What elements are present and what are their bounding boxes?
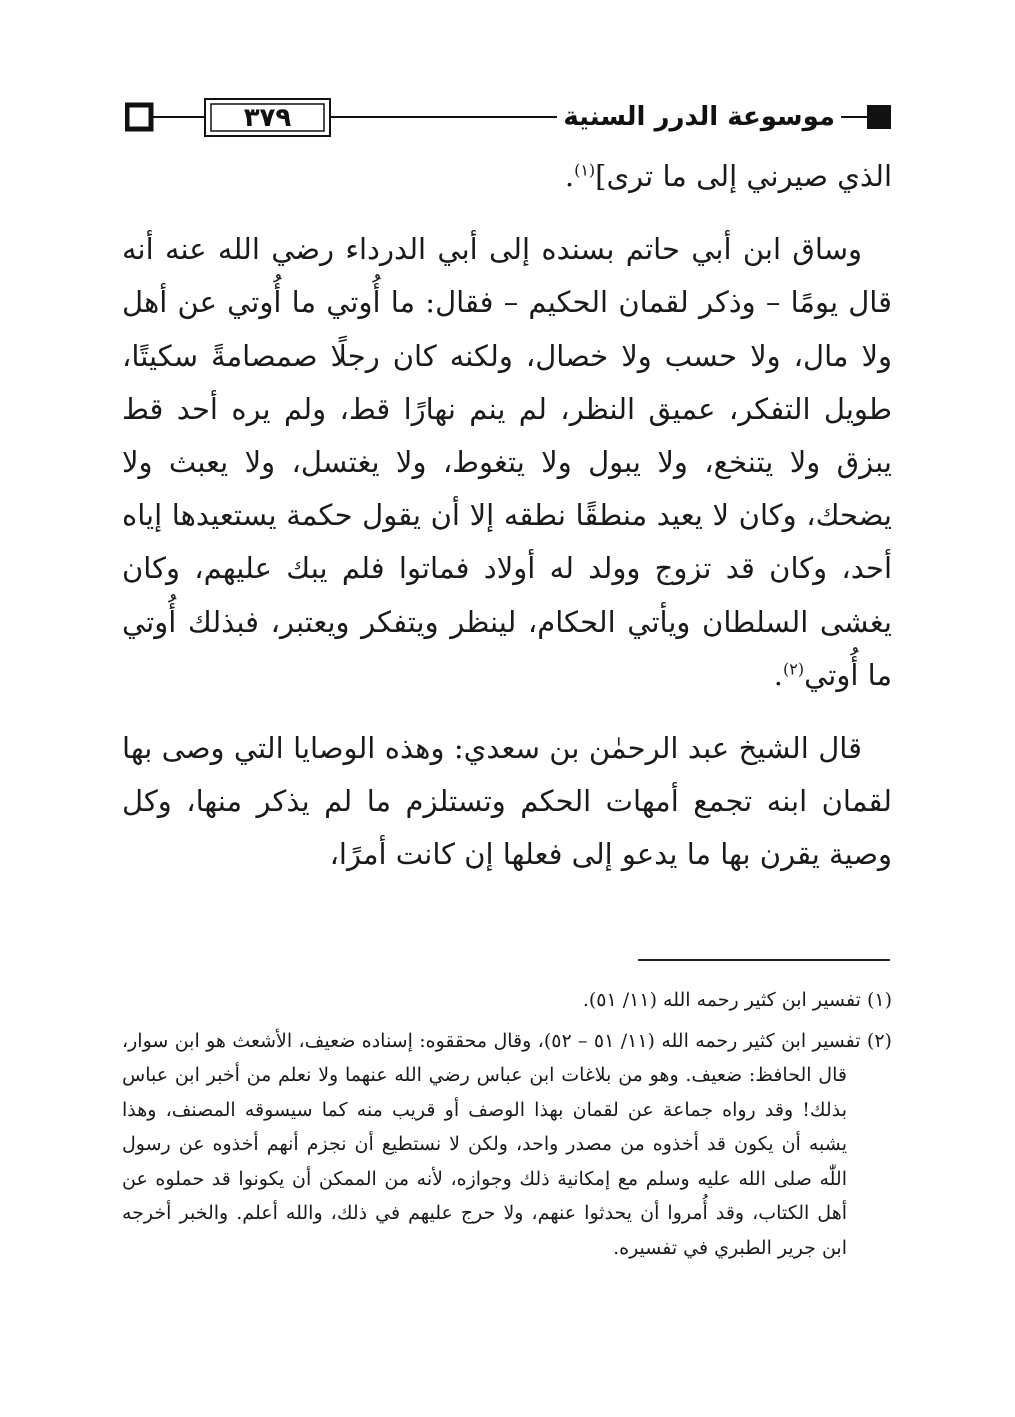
footnote-ref: (٢) [783,659,805,679]
footnote-ref: (١) [574,160,596,180]
footnote-separator [638,959,890,961]
footnote: (١) تفسير ابن كثير رحمه الله (١١/ ٥١). [582,989,892,1011]
paragraph: وساق ابن أبي حاتم بسنده إلى أبي الدرداء رضي الله عنه أنه قال يومًا – وذكر لقمان الحكيم – فقال: ما أُوتي ما أُوتي عن أهل ولا مال، ولا حسب ولا خصال، ولكنه كان رجلًا صمصامةً سكيتًا، طويل التفكر، عميق النظر، لم ينم نهارًا قط، ولم يره أحد قط يبزق ولا يتنخع، ولا يبول ولا يتغوط، ولا يغتسل، ولا يعبث ولا يضحك، وكان لا يعيد منطقًا نطقه إلا أن يقول حكمة يستعيدها إياه أحد، وكان قد تزوج وولد له أولاد فماتوا فلم يبك عليهم، وكان يغشى السلطان ويأتي الحكام، لينظر ويتفكر ويعتبر، فبذلك أُوتي ما أُوتي$^{(٢)}$. [122,232,892,692]
footnote: (٢) تفسير ابن كثير رحمه الله (١١/ ٥١ – ٥٢)، وقال محققوه: إسناده ضعيف، الأشعث هو ابن سوار، قال الحافظ: ضعيف. وهو من بلاغات ابن عباس رضي الله عنهما ولا نعلم من أخبر ابن عباس بذلك! وقد رواه جماعة عن لقمان بهذا الوصف أو قريب منه كما سيسوقه المصنف، وهذا يشبه أن يكون قد أخذوه من مصدر واحد، ولكن لا نستطيع أن نجزم أنهم أخذوه عن رسول اللّٰه صلى الله عليه وسلم مع إمكانية ذلك وجوازه، لأنه من الممكن أن يكونوا قد حملوه عن أهل الكتاب، وقد أُمروا أن يحدثوا عنهم، ولا حرج عليهم في ذلك، والله أعلم. والخبر أخرجه ابن جرير الطبري في تفسيره. [122,1029,892,1259]
page-number: ٣٧٩ [243,103,292,133]
main-text [122,150,892,882]
book-title: موسوعة الدرر السنية [557,94,841,140]
page-header [125,88,893,148]
footnotes [122,983,892,1265]
paragraph: قال الشيخ عبد الرحمٰن بن سعدي: وهذه الوصايا التي وصى بها لقمان ابنه تجمع أمهات الحكم وتستلزم ما لم يذكر منها، وكل وصية يقرن بها ما يدعو إلى فعلها إن كانت أمرًا، [122,731,892,872]
paragraph: الذي صيرني إلى ما ترى]$^{(١)}$. [564,159,892,193]
